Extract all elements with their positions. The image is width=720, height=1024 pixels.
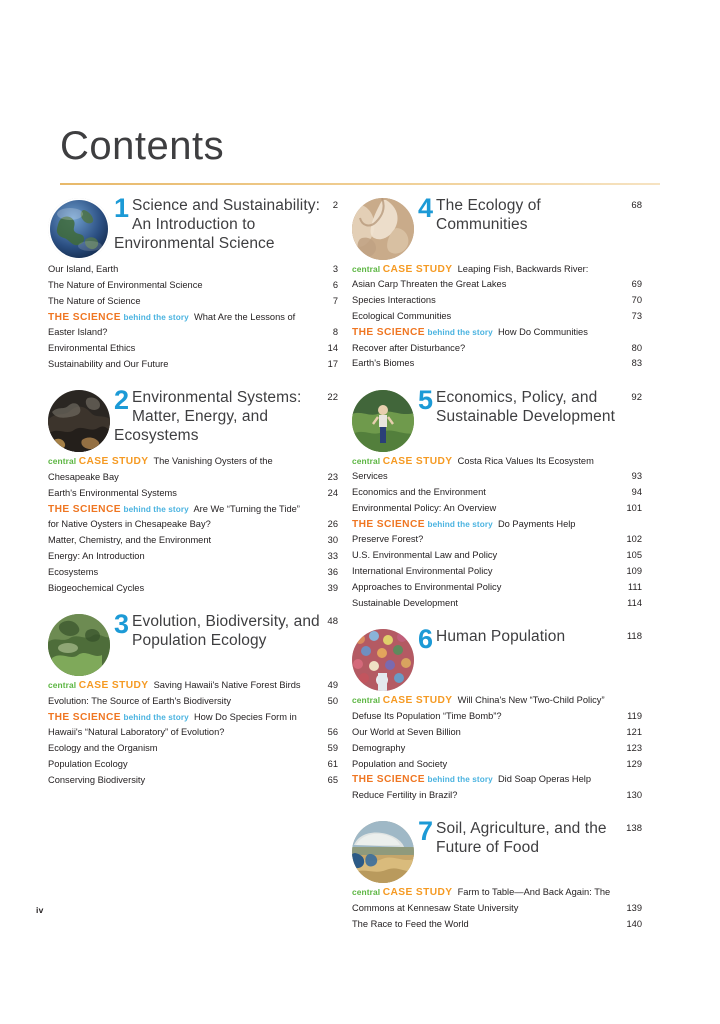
chapter-entries: [48, 262, 338, 372]
toc-entry[interactable]: [48, 678, 338, 693]
chapter-entries: [352, 693, 642, 803]
toc-entry[interactable]: [352, 757, 642, 772]
entry-title: Population Ecology: [48, 759, 128, 770]
behind-the-story-label: behind the story: [427, 519, 493, 529]
entry-title: Conserving Biodiversity: [48, 774, 146, 785]
toc-entry[interactable]: [352, 293, 642, 308]
entry-page-number: 61: [327, 759, 338, 770]
toc-entry[interactable]: [48, 773, 338, 788]
chapter-title: Evolution, Biodiversity, and Population Ecology: [132, 613, 320, 649]
entry-title: Ecology and the Organism: [48, 743, 158, 754]
chapter-page-number: 48: [327, 616, 338, 627]
the-science-label: THE SCIENCE: [48, 711, 121, 723]
case-study-label: CASE STUDY: [78, 456, 149, 468]
central-label: central: [352, 455, 381, 466]
entry-page-number: 140: [626, 918, 642, 929]
behind-the-story-label: behind the story: [123, 504, 189, 514]
case-study-label: CASE STUDY: [382, 695, 453, 707]
entry-page-number: 73: [631, 311, 642, 322]
behind-the-story-label: behind the story: [427, 328, 493, 338]
entry-page-number: 7: [332, 295, 338, 306]
toc-entry[interactable]: [352, 548, 642, 563]
entry-title: Are We “Turning the Tide” for Native Oysters in Chesapeake Bay?: [48, 503, 300, 529]
case-study-label: CASE STUDY: [382, 887, 453, 899]
entry-page-number: 69: [631, 279, 642, 290]
chapter-entries: [48, 454, 338, 596]
entry-title: Demography: [352, 742, 406, 753]
entry-page-number: 17: [327, 358, 338, 369]
central-label: central: [352, 264, 381, 274]
entry-page-number: 93: [631, 471, 642, 482]
central-label: central: [352, 887, 381, 898]
entry-page-number: 123: [626, 742, 642, 753]
entry-page-number: 50: [327, 695, 338, 706]
the-science-label: THE SCIENCE: [48, 311, 121, 323]
chapter-title-line: [418, 627, 642, 646]
entry-page-number: 83: [631, 358, 642, 369]
entry-title: Our World at Seven Billion: [352, 726, 461, 737]
toc-entry[interactable]: [48, 486, 338, 501]
entry-page-number: 111: [627, 582, 642, 593]
entry-title: What Are the Lessons of Easter Island?: [48, 311, 296, 338]
entry-title: Economics and the Environment: [352, 487, 486, 498]
earth-globe-thumbnail: [48, 198, 110, 260]
entry-title: Earth's Environmental Systems: [48, 487, 177, 498]
chapter-title-line: [418, 384, 642, 426]
toc-column-left: [48, 193, 338, 804]
toc-column-right: [352, 193, 642, 948]
chapter-header[interactable]: [352, 193, 642, 258]
toc-entry[interactable]: [48, 294, 338, 309]
the-science-label: THE SCIENCE: [48, 503, 121, 515]
case-study-label: CASE STUDY: [382, 455, 453, 467]
central-label: central: [48, 680, 77, 690]
toc-entry[interactable]: [352, 454, 642, 485]
entry-title: International Environmental Policy: [352, 566, 493, 577]
chapter-number: 4: [418, 193, 434, 223]
entry-page-number: 109: [626, 566, 642, 577]
chapter-header[interactable]: [352, 384, 642, 450]
entry-title: Matter, Chemistry, and the Environment: [48, 534, 212, 545]
chapter-block: [352, 624, 642, 803]
toc-entry[interactable]: [48, 565, 338, 580]
entry-page-number: 102: [626, 534, 642, 545]
entry-page-number: 8: [332, 327, 338, 338]
entry-page-number: 36: [327, 566, 338, 577]
toc-entry[interactable]: [352, 885, 642, 916]
entry-page-number: 139: [626, 902, 642, 913]
behind-the-story-label: behind the story: [123, 312, 189, 322]
page-folio: iv: [36, 905, 44, 915]
chapter-number: 1: [114, 193, 130, 223]
entry-page-number: 80: [631, 342, 642, 353]
entry-title: Sustainability and Our Future: [48, 358, 169, 369]
chapter-block: [48, 385, 338, 596]
title-divider-rule: [60, 183, 660, 185]
the-science-label: THE SCIENCE: [352, 518, 425, 530]
entry-title: Did Soap Operas Help Reduce Fertility in Brazil?: [352, 774, 591, 800]
entry-title: Species Interactions: [352, 295, 436, 306]
entry-page-number: 26: [327, 518, 338, 529]
the-science-label: THE SCIENCE: [352, 327, 425, 339]
chapter-title: Science and Sustainability: An Introduction to Environmental Science: [114, 197, 320, 252]
entry-title: Environmental Policy: An Overview: [352, 503, 497, 514]
entry-title: Biogeochemical Cycles: [48, 582, 145, 593]
crowd-thumbnail: [352, 629, 414, 691]
entry-page-number: 130: [626, 789, 642, 800]
chapter-block: [352, 193, 642, 372]
toc-entry[interactable]: [352, 262, 642, 293]
case-study-label: CASE STUDY: [78, 680, 149, 691]
toc-entry[interactable]: [352, 772, 642, 803]
toc-entry[interactable]: [352, 485, 642, 500]
chapter-entries: [48, 678, 338, 788]
toc-entry[interactable]: [352, 741, 642, 756]
chapter-page-number: 2: [332, 200, 338, 211]
chapter-header[interactable]: [352, 624, 642, 689]
toc-entry[interactable]: [352, 501, 642, 516]
chapter-page-number: 68: [631, 200, 642, 211]
central-label: central: [352, 695, 381, 706]
chapter-header[interactable]: [48, 385, 338, 450]
toc-entry[interactable]: [352, 725, 642, 740]
entry-title: The Nature of Science: [48, 295, 141, 306]
case-study-label: CASE STUDY: [382, 264, 453, 275]
entry-page-number: 39: [327, 582, 338, 593]
page-title: Contents: [60, 124, 225, 168]
chapter-number: 5: [418, 384, 434, 415]
entry-title: Approaches to Environmental Policy: [352, 582, 502, 593]
chapter-block: [352, 384, 642, 612]
chapter-block: [48, 193, 338, 372]
entry-page-number: 129: [626, 758, 642, 769]
forest-canopy-thumbnail: [48, 614, 110, 676]
chapter-title: Economics, Policy, and Sustainable Development: [436, 388, 615, 425]
chapter-page-number: 22: [327, 392, 338, 404]
entry-page-number: 59: [327, 743, 338, 754]
chapter-header[interactable]: [48, 193, 338, 258]
toc-entry[interactable]: [352, 564, 642, 579]
entry-page-number: 3: [332, 264, 338, 274]
entry-title: Our Island, Earth: [48, 264, 119, 274]
entry-page-number: 24: [327, 487, 338, 498]
toc-entry[interactable]: [352, 693, 642, 724]
entry-page-number: 121: [626, 726, 642, 737]
chapter-title: Soil, Agriculture, and the Future of Food: [436, 820, 607, 857]
chapter-block: [48, 609, 338, 788]
chapter-title: Environmental Systems: Matter, Energy, and Ecosystems: [114, 389, 302, 445]
toc-entry[interactable]: [48, 710, 338, 741]
chapter-header[interactable]: [352, 816, 642, 881]
entry-title: How Do Communities Recover after Disturbance?: [352, 327, 588, 353]
toc-entry[interactable]: [48, 549, 338, 564]
entry-page-number: 49: [327, 680, 338, 690]
toc-entry[interactable]: [352, 517, 642, 548]
chapter-entries: [352, 454, 642, 612]
entry-page-number: 56: [327, 727, 338, 738]
entry-page-number: 23: [327, 471, 338, 482]
chapter-title: Human Population: [436, 628, 566, 646]
entry-title: Saving Hawaii's Native Forest Birds: [153, 680, 301, 690]
entry-page-number: 101: [626, 503, 642, 514]
toc-entry[interactable]: [48, 310, 338, 341]
chapter-title-line: [114, 193, 338, 253]
entry-title: Energy: An Introduction: [48, 550, 145, 561]
entry-title: The Vanishing Oysters of the Chesapeake Bay: [48, 456, 273, 482]
chapter-number: 7: [418, 816, 434, 847]
entry-title: Farm to Table—And Back Again: The Commons at Kennesaw State University: [352, 887, 611, 913]
entry-page-number: 65: [327, 774, 338, 785]
entry-title: Will China's New “Two-Child Policy” Defuse Its Population “Time Bomb”?: [352, 695, 605, 721]
the-science-label: THE SCIENCE: [352, 774, 425, 786]
entry-title: U.S. Environmental Law and Policy: [352, 550, 498, 561]
toc-entry[interactable]: [48, 581, 338, 596]
chapter-page-number: 92: [631, 391, 642, 403]
behind-the-story-label: behind the story: [427, 775, 493, 785]
entry-page-number: 14: [327, 343, 338, 354]
entry-title: Do Payments Help Preserve Forest?: [352, 518, 576, 545]
entry-page-number: 6: [332, 279, 338, 290]
chapter-number: 3: [114, 609, 130, 639]
chapter-title-line: [114, 609, 338, 650]
chapter-header[interactable]: [48, 609, 338, 674]
entry-title: Population and Society: [352, 758, 448, 769]
chapter-title: The Ecology of Communities: [436, 197, 541, 233]
entry-title: Leaping Fish, Backwards River: Asian Carp Threaten the Great Lakes: [352, 264, 589, 290]
toc-entry[interactable]: [48, 533, 338, 548]
toc-entry[interactable]: [48, 694, 338, 709]
entry-title: Environmental Ethics: [48, 343, 136, 354]
toc-entry[interactable]: [352, 309, 642, 324]
toc-entry[interactable]: [48, 757, 338, 772]
entry-title: Ecosystems: [48, 566, 99, 577]
farmer-field-thumbnail: [352, 390, 414, 452]
toc-entry[interactable]: [352, 917, 642, 932]
chapter-title-line: [418, 816, 642, 857]
chapter-title-line: [114, 385, 338, 445]
chapter-number: 6: [418, 624, 434, 655]
entry-title: Ecological Communities: [352, 311, 452, 322]
toc-entry[interactable]: [48, 262, 338, 277]
entry-page-number: 114: [627, 598, 642, 608]
fish-scales-thumbnail: [352, 198, 414, 260]
chapter-entries: [352, 885, 642, 932]
behind-the-story-label: behind the story: [123, 712, 189, 722]
chapter-block: [352, 816, 642, 932]
entry-title: The Race to Feed the World: [352, 918, 469, 929]
toc-entry[interactable]: [48, 502, 338, 533]
toc-entry[interactable]: [48, 278, 338, 293]
entry-page-number: 70: [631, 295, 642, 306]
toc-entry[interactable]: [48, 341, 338, 356]
chapter-entries: [352, 262, 642, 372]
entry-page-number: 119: [627, 710, 642, 721]
chapter-page-number: 118: [626, 631, 642, 643]
farm-greenhouse-thumbnail: [352, 821, 414, 883]
toc-entry[interactable]: [48, 357, 338, 372]
toc-entry[interactable]: [352, 325, 642, 356]
entry-title: The Nature of Environmental Science: [48, 279, 203, 290]
toc-entry[interactable]: [352, 596, 642, 611]
chapter-title-line: [418, 193, 642, 234]
entry-page-number: 105: [626, 550, 642, 561]
toc-entry[interactable]: [48, 741, 338, 756]
entry-title: Costa Rica Values Its Ecosystem Services: [352, 455, 594, 482]
oyster-rocks-thumbnail: [48, 390, 110, 452]
entry-title: Sustainable Development: [352, 598, 458, 608]
entry-title: Evolution: The Source of Earth's Biodiversity: [48, 695, 231, 706]
chapter-number: 2: [114, 385, 130, 416]
entry-page-number: 33: [327, 550, 338, 561]
entry-page-number: 94: [631, 487, 642, 498]
entry-title: Earth's Biomes: [352, 358, 415, 369]
entry-page-number: 30: [327, 534, 338, 545]
toc-entry[interactable]: [48, 454, 338, 485]
entry-title: How Do Species Form in Hawaii's “Natural Laboratory” of Evolution?: [48, 711, 297, 738]
chapter-page-number: 138: [626, 823, 642, 835]
toc-entry[interactable]: [352, 580, 642, 595]
central-label: central: [48, 456, 77, 467]
toc-entry[interactable]: [352, 356, 642, 371]
